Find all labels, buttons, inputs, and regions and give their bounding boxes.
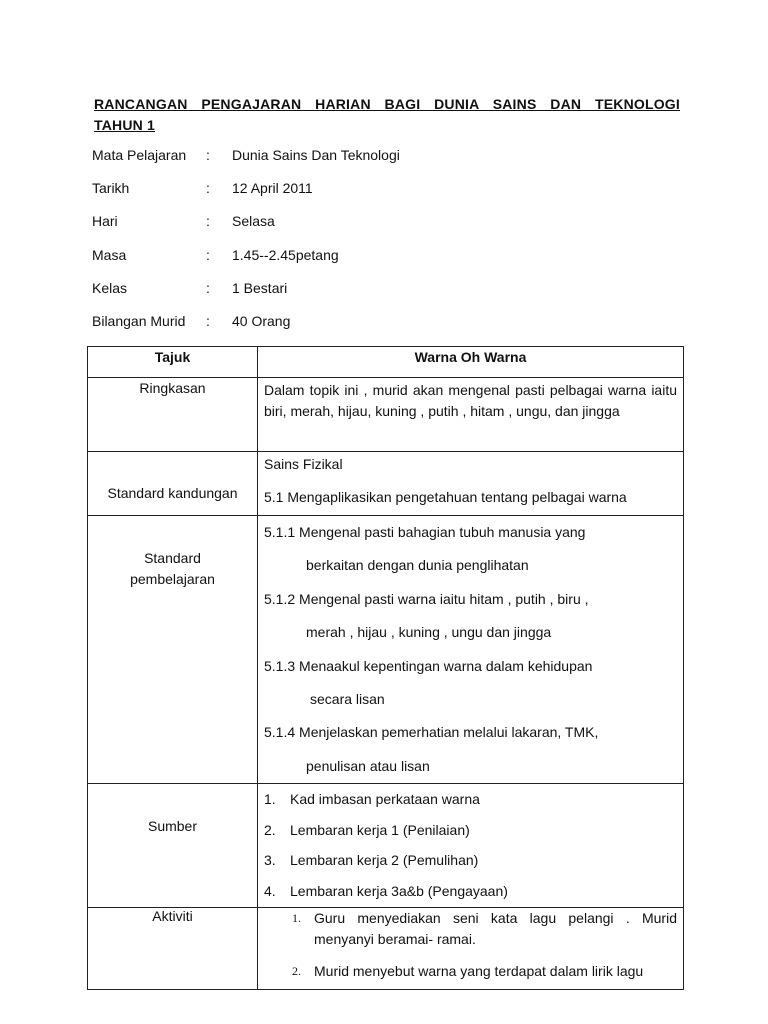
list-item: 1. Kad imbasan perkataan warna [264,791,480,808]
info-colon: : [206,313,210,329]
list-item: 2. Lembaran kerja 1 (Penilaian) [264,821,470,838]
label-aktiviti: Aktiviti [88,908,258,990]
info-colon: : [206,247,210,263]
info-label: Hari [92,213,118,229]
row-standard-kandungan [88,452,684,516]
cell-ringkasan: Dalam topik ini , murid akan mengenal pasti pelbagai warna iaitu biri, merah, hijau, kuning , putih , hitam , ungu, dan jingga [258,378,684,452]
list-item: 4. Lembaran kerja 3a&b (Pengayaan) [264,882,508,899]
label-standard-pembelajaran: Standard pembelajaran [88,516,258,784]
info-label: Kelas [92,280,128,296]
info-label: Tarikh [92,180,130,196]
row-standard-pembelajaran [88,516,684,784]
info-label: Mata Pelajaran [92,147,187,163]
label-sumber: Sumber [88,784,258,908]
sp-item: 5.1.2 Mengenal pasti warna iaitu hitam , putih , biru , [264,590,589,607]
aktiviti-item: 1. Guru menyediakan seni kata lagu pelangi . Murid menyanyi beramai- ramai. [292,910,677,948]
header-topic-title: Warna Oh Warna [258,347,684,378]
title-line-1: RANCANGAN PENGAJARAN HARIAN BAGI DUNIA SAINS DAN TEKNOLOGI [94,96,680,112]
header-tajuk: Tajuk [88,347,258,378]
row-aktiviti [88,908,684,990]
cell-standard-kandungan [258,452,684,516]
aktiviti-item: 2. Murid menyebut warna yang terdapat dalam lirik lagu [292,963,644,980]
cell-standard-pembelajaran [258,516,684,784]
sp-item-cont: berkaitan dengan dunia penglihatan [306,557,529,574]
sumber-list [264,784,677,906]
info-colon: : [206,280,210,296]
cell-sumber [258,784,684,908]
label-ringkasan: Ringkasan [88,378,258,452]
title-line-2: TAHUN 1 [94,117,156,133]
sp-item: 5.1.4 Menjelaskan pemerhatian melalui lakaran, TMK, [264,724,599,741]
sp-item-cont: penulisan atau lisan [306,757,430,774]
row-sumber [88,784,684,908]
info-colon: : [206,213,210,229]
info-value: Dunia Sains Dan Teknologi [232,147,400,163]
row-ringkasan [88,378,684,452]
info-value: 40 Orang [232,313,291,329]
info-value: Selasa [232,213,275,229]
sp-item: 5.1.3 Menaakul kepentingan warna dalam kehidupan [264,657,593,674]
cell-aktiviti [258,908,684,990]
sp-item: 5.1.1 Mengenal pasti bahagian tubuh manusia yang [264,524,586,540]
info-colon: : [206,180,210,196]
sk-line-1: Sains Fizikal [264,456,343,472]
info-value: 1 Bestari [232,280,288,296]
info-value: 1.45--2.45petang [232,247,339,263]
info-label: Masa [92,247,127,263]
sp-item-cont: merah , hijau , kuning , ungu dan jingga [306,624,552,641]
info-label: Bilangan Murid [92,313,186,329]
table-header-row [88,347,684,378]
sp-item-cont: secara lisan [310,691,385,708]
label-standard-kandungan: Standard kandungan [88,452,258,516]
info-colon: : [206,147,210,163]
document-title [94,94,680,136]
info-value: 12 April 2011 [232,180,313,196]
sk-line-2: 5.1 Mengaplikasikan pengetahuan tentang pelbagai warna [264,489,627,505]
list-item: 3. Lembaran kerja 2 (Pemulihan) [264,852,479,869]
lesson-plan-table [87,346,684,990]
